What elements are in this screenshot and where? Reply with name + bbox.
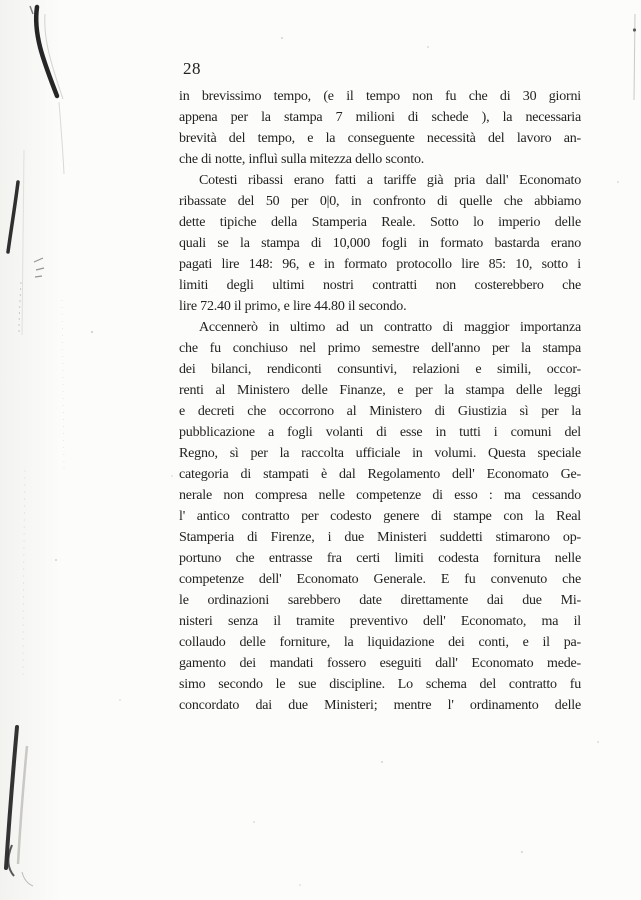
text-line: lire 72.40 il primo, e lire 44.80 il secondo. [179,299,407,314]
paragraph [179,317,581,716]
text-line: e decreti che occorrono al Ministero di Giustizia sì per la [179,404,581,419]
text-line: competenze dell' Economato Generale. E fu convenuto che [179,572,581,587]
text-line: nerale non compresa nelle competenze di esso : ma cessando [179,488,581,503]
text-line: renti al Ministero delle Finanze, e per la stampa delle leggi [179,383,581,398]
text-line: pagati lire 148: 96, e in formato protocollo lire 85: 10, sotto i [179,257,581,272]
binding-mark-top-left [30,6,64,174]
text-line: ribassate del 50 per 0|0, in confronto di quelle che abbiamo [179,194,581,209]
text-line: limiti degli ultimi nostri contratti non costerebbero che [179,278,581,293]
text-line: brevità del tempo, e la conseguente necessità del lavoro an- [179,131,581,146]
text-line: Cotesti ribassi erano fatti a tariffe già pria dall' Economato [199,173,581,188]
text-line: le ordinazioni sarebbero date direttamente dai due Mi- [179,593,581,608]
text-line: l' antico contratto per codesto genere di stampe con la Real [179,509,581,524]
text-line: gamento dei mandati fossero eseguiti dall' Economato mede- [179,656,581,671]
text-line: che di notte, influì sulla mitezza dello sconto. [179,152,425,167]
text-line: nisteri senza il tramite preventivo dell' Economato, ma il [179,614,581,629]
text-line: Accennerò in ultimo ad un contratto di maggior importanza [199,320,581,335]
text-line: Regno, sì per la raccolta ufficiale in volumi. Questa speciale [179,446,581,461]
binding-mark-mid-left [8,150,44,335]
text-line: appena per la stampa 7 milioni di schede ), la necessaria [179,110,581,125]
text-line: quali se la stampa di 10,000 fogli in formato bastarda erano [179,236,581,251]
text-line: dei bilanci, rendiconti consuntivi, relazioni e simili, occor- [179,362,581,377]
text-line: concordato dai due Ministeri; mentre l' ordinamento delle [179,698,581,713]
text-line: che fu conchiuso nel primo semestre dell'anno per la stampa [179,341,581,356]
text-line: in brevissimo tempo, (e il tempo non fu che di 30 giorni [179,89,581,104]
text-line: pubblicazione a fogli volanti di esse in tutti i comuni del [179,425,581,440]
text-line: Stamperia di Firenze, i due Ministeri suddetti stimarono op- [179,530,581,545]
text-line: categoria di stampati è dal Regolamento dell' Economato Ge- [179,467,581,482]
text-line: portuno che entrasse fra certi limiti codesta fornitura nelle [179,551,581,566]
text-line: collaudo delle forniture, la liquidazione dei conti, e il pa- [179,635,581,650]
paragraph [179,86,581,170]
page-number: 28 [183,59,201,78]
paragraph [179,170,581,317]
text-line: simo secondo le sue discipline. Lo schema del contratto fu [179,677,581,692]
binding-fold-shading [0,0,72,900]
binding-mark-bottom-left [6,727,33,886]
text-line: dette tipiche della Stamperia Reale. Sotto lo imperio delle [179,215,581,230]
text-block [179,86,581,716]
